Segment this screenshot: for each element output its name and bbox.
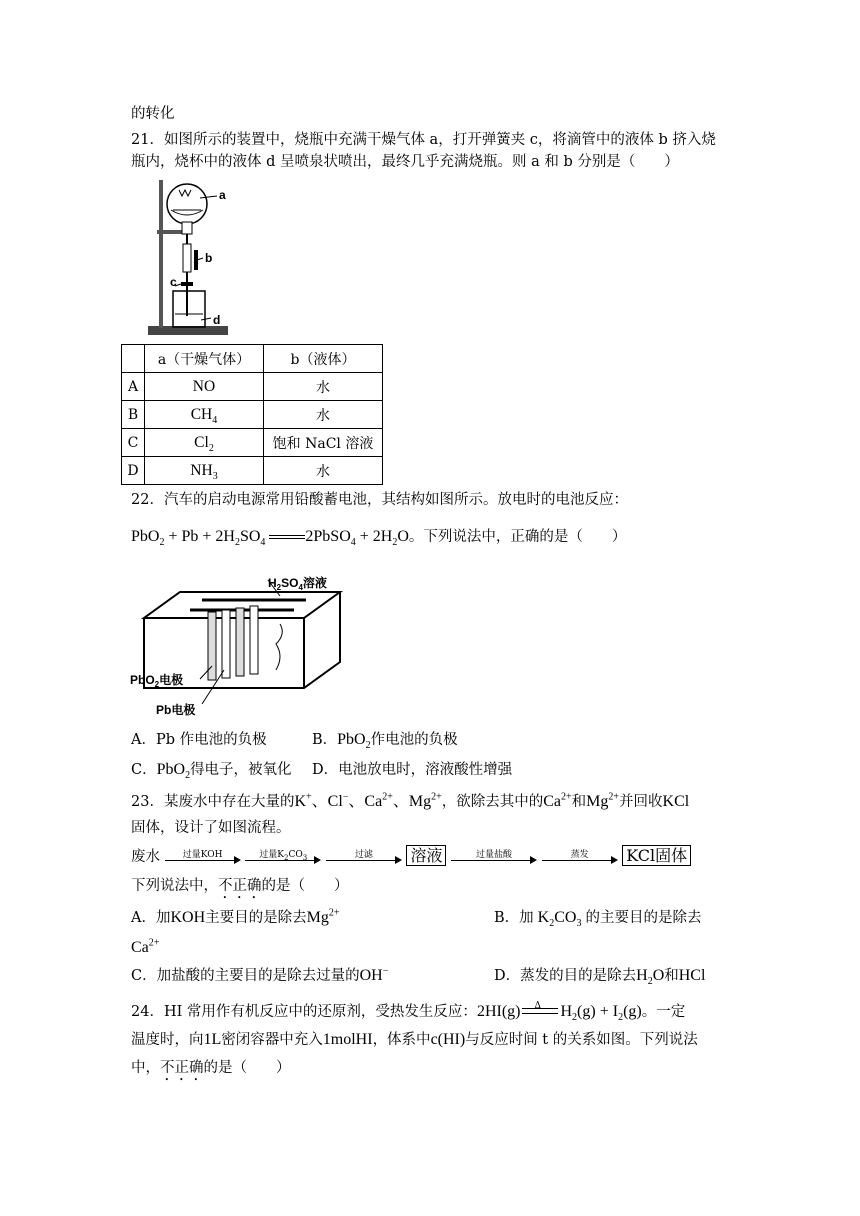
gas-cell: $CH_4$ [145, 401, 264, 429]
figure-label-d: d [213, 313, 221, 327]
liquid-cell: 水 [264, 457, 383, 485]
q23-option-d: D．蒸发的目的是除去$H_2O$和HCl [494, 967, 706, 988]
q23-option-b-cont: $Ca^{2+}$ [131, 937, 160, 956]
flow-start: 废水 [131, 849, 160, 865]
q23-option-b: B．加 $K_2CO_3$ 的主要目的是除去 [494, 909, 702, 930]
liquid-cell: 饱和 NaCl 溶液 [264, 429, 383, 457]
flow-arrow: 过量$K_2CO_3$ [245, 847, 321, 867]
table-row [122, 429, 383, 457]
flow-box-kcl: KCl固体 [622, 845, 691, 866]
intro-tail: 的转化 [131, 106, 175, 122]
q21-line2: 瓶内，烧杯中的液体 d 呈喷泉状喷出，最终几乎充满烧瓶。则 a 和 b 分别是（ ） [131, 154, 679, 170]
q22-option-c: C．PbO$_2$得电子，被氧化 [131, 761, 292, 782]
table-row [122, 457, 383, 485]
q23-flowchart [131, 846, 691, 867]
flow-arrow: 过滤 [326, 847, 402, 867]
q23-option-a: A．加KOH主要目的是除去$Mg^{2+}$ [131, 907, 340, 926]
figure-label-c: c [170, 275, 177, 289]
pb-electrode-label: Pb电极 [156, 703, 196, 717]
flow-arrow: 过量盐酸 [451, 847, 537, 867]
table-header-cell: b（液体） [264, 345, 383, 373]
q23-line1: 23．某废水中存在大量的K+、Cl−、$Ca^{2+}$、$Mg^{2+}$，欲除去其中的$Ca^{2+}$和$Mg^{2+}$并回收KCl [131, 791, 690, 810]
option-key: A [122, 373, 145, 401]
q22-option-d: D．电池放电时，溶液酸性增强 [312, 762, 513, 778]
q24-line3: 中，不正确的是（ ） [131, 1060, 291, 1076]
q22-option-a: A．Pb 作电池的负极 [131, 732, 267, 748]
table-header-cell [122, 345, 145, 373]
flow-arrow: 过量KOH [165, 847, 241, 867]
gas-cell: NO [145, 373, 264, 401]
q23-line2: 固体，设计了如图流程。 [131, 820, 291, 836]
option-key: D [122, 457, 145, 485]
table-row [122, 373, 383, 401]
q24-line1: 24．HI 常用作有机反应中的还原剂，受热发生反应：2HI(g) Δ $H_2(g) + I_2(g)$。一定 [131, 1001, 686, 1024]
table-row [122, 401, 383, 429]
fountain-apparatus-figure [145, 176, 240, 338]
q22-stem-tail: 。下列说法中，正确的是（ ） [408, 529, 627, 545]
pbo2-electrode-label: PbO$_2$电极 [130, 673, 184, 689]
lead-acid-battery-figure [130, 574, 370, 722]
sulfuric-acid-label: $H_2SO_4$溶液 [268, 576, 327, 592]
q21-line1: 21．如图所示的装置中，烧瓶中充满干燥气体 a，打开弹簧夹 c，将滴管中的液体 b 挤入烧 [131, 132, 716, 148]
q22-equation: $PbO_2 + Pb + 2H_2SO_4$ 2PbSO$_4$ + $2H_2O$ [131, 528, 409, 549]
gas-cell: $NH_3$ [145, 457, 264, 485]
option-key: B [122, 401, 145, 429]
q22-line2 [131, 527, 626, 547]
q21-options-table [121, 344, 383, 485]
gas-cell: $Cl_2$ [145, 429, 264, 457]
liquid-cell: 水 [264, 373, 383, 401]
q23-stem: 下列说法中，不正确的是（ ） [131, 878, 349, 894]
liquid-cell: 水 [264, 401, 383, 429]
flow-box-solution: 溶液 [406, 845, 446, 866]
reversible-arrow: Δ [520, 1004, 560, 1020]
option-key: C [122, 429, 145, 457]
q23-option-c: C．加盐酸的主要目的是除去过量的OH− [131, 965, 389, 984]
table-header-cell: a（干燥气体） [145, 345, 264, 373]
table-header-row [122, 345, 383, 373]
figure-label-a: a [219, 188, 226, 202]
figure-label-b: b [205, 251, 213, 265]
q22-option-b: B．PbO$_2$作电池的负极 [312, 731, 458, 752]
q24-line2: 温度时，向1L密闭容器中充入1molHI，体系中c(HI)与反应时间 t 的关系如图。下列说法 [131, 1031, 698, 1048]
flow-arrow: 蒸发 [542, 847, 618, 867]
q22-line1: 22．汽车的启动电源常用铅酸蓄电池，其结构如图所示。放电时的电池反应： [131, 492, 628, 508]
